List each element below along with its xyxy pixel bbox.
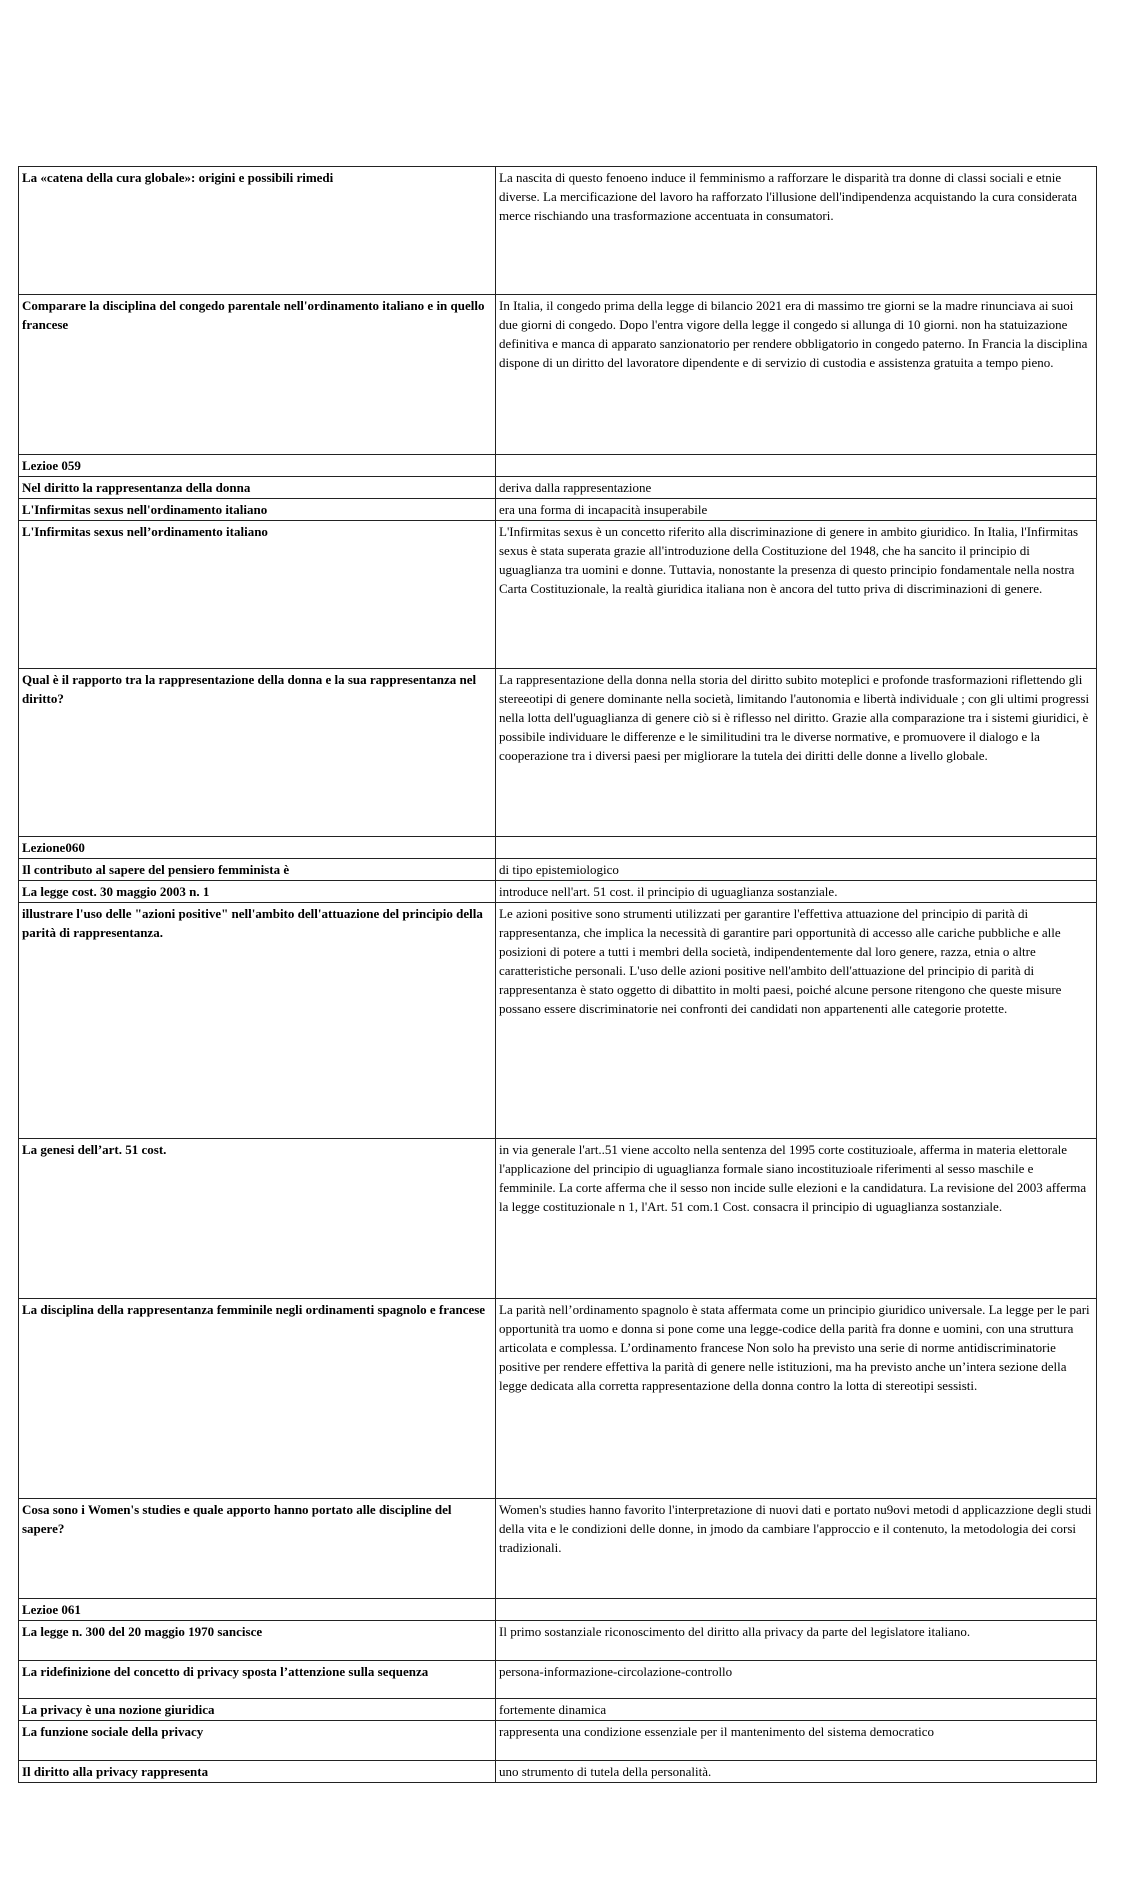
answer-cell: deriva dalla rappresentazione xyxy=(496,477,1097,499)
table-row xyxy=(19,837,1097,859)
table-row xyxy=(19,1761,1097,1783)
question-cell: La disciplina della rappresentanza femminile negli ordinamenti spagnolo e francese xyxy=(19,1299,496,1499)
answer-cell: fortemente dinamica xyxy=(496,1699,1097,1721)
question-cell: illustrare l'uso delle "azioni positive" nell'ambito dell'attuazione del principio della parità di rappresentanza. xyxy=(19,903,496,1139)
question-cell: L'Infirmitas sexus nell’ordinamento italiano xyxy=(19,521,496,669)
question-cell: Lezioe 061 xyxy=(19,1599,496,1621)
answer-cell: La nascita di questo fenoeno induce il femminismo a rafforzare le disparità tra donne di classi sociali e etnie diverse. La mercificazione del lavoro ha rafforzato l'illusione dell'indipendenza acquistando la cura considerata merce rischiando una trasformazione accentuata in consumatori. xyxy=(496,167,1097,295)
question-cell: Il contributo al sapere del pensiero femminista è xyxy=(19,859,496,881)
answer-cell: Women's studies hanno favorito l'interpretazione di nuovi dati e portato nu9ovi metodi d applicazzione degli studi della vita e le condizioni delle donne, in jmodo da cambiare l'approccio e il contenuto, la metodologia dei corsi tradizionali. xyxy=(496,1499,1097,1599)
question-cell: La ridefinizione del concetto di privacy sposta l’attenzione sulla sequenza xyxy=(19,1661,496,1699)
table-row xyxy=(19,1599,1097,1621)
question-cell: La privacy è una nozione giuridica xyxy=(19,1699,496,1721)
answer-cell: In Italia, il congedo prima della legge di bilancio 2021 era di massimo tre giorni se la madre rinunciava ai suoi due giorni di congedo. Dopo l'entra vigore della legge il congedo si allunga di 10 giorni. non ha statuizazione definitiva e manca di apparato sanzionatorio per rendere obbligatorio in congedo paterno. In Francia la disciplina dispone di un diritto del lavoratore dipendente e di servizio di custodia e assistenza gratuita a tempo pieno. xyxy=(496,295,1097,455)
table-row xyxy=(19,903,1097,1139)
table-row xyxy=(19,521,1097,669)
answer-cell: Le azioni positive sono strumenti utilizzati per garantire l'effettiva attuazione del principio di parità di rappresentanza, che implica la necessità di garantire pari opportunità di accesso alle cariche pubbliche e alle posizioni di potere a tutti i membri della società, indipendentemente dal loro genere, razza, etnia o altre caratteristiche personali. L'uso delle azioni positive nell'ambito dell'attuazione del principio di parità di rappresentanza è stato oggetto di dibattito in molti paesi, poiché alcune persone ritengono che queste misure possano essere discriminatorie nei confronti dei candidati non appartenenti alle categorie protette. xyxy=(496,903,1097,1139)
table-row xyxy=(19,1661,1097,1699)
answer-cell: introduce nell'art. 51 cost. il principio di uguaglianza sostanziale. xyxy=(496,881,1097,903)
question-cell: Qual è il rapporto tra la rappresentazione della donna e la sua rappresentanza nel diritto? xyxy=(19,669,496,837)
question-cell: Comparare la disciplina del congedo parentale nell'ordinamento italiano e in quello francese xyxy=(19,295,496,455)
table-row xyxy=(19,167,1097,295)
answer-cell xyxy=(496,1599,1097,1621)
answer-cell: rappresenta una condizione essenziale per il mantenimento del sistema democratico xyxy=(496,1721,1097,1761)
answer-cell: L'Infirmitas sexus è un concetto riferito alla discriminazione di genere in ambito giuridico. In Italia, l'Infirmitas sexus è stata superata grazie all'introduzione della Costituzione del 1948, che ha sancito il principio di uguaglianza tra uomini e donne. Tuttavia, nonostante la presenza di questo principio fondamentale nella nostra Carta Costituzionale, la realtà giuridica italiana non è ancora del tutto priva di discriminazioni di genere. xyxy=(496,521,1097,669)
question-cell: La legge n. 300 del 20 maggio 1970 sancisce xyxy=(19,1621,496,1661)
qa-table xyxy=(18,166,1097,1783)
table-row xyxy=(19,1621,1097,1661)
question-cell: Nel diritto la rappresentanza della donna xyxy=(19,477,496,499)
question-cell: La legge cost. 30 maggio 2003 n. 1 xyxy=(19,881,496,903)
question-cell: Lezioe 059 xyxy=(19,455,496,477)
answer-cell: in via generale l'art..51 viene accolto nella sentenza del 1995 corte costituzioale, afferma in materia elettorale l'applicazione del principio di uguaglianza formale siano incostituzioale riferimenti al sesso maschile e femminile. La corte afferma che il sesso non incide sulle elezioni e la candidatura. La revisione del 2003 afferma la legge costituzionale n 1, l'Art. 51 com.1 Cost. consacra il principio di uguaglianza sostanziale. xyxy=(496,1139,1097,1299)
table-row xyxy=(19,859,1097,881)
answer-cell: era una forma di incapacità insuperabile xyxy=(496,499,1097,521)
answer-cell: di tipo epistemiologico xyxy=(496,859,1097,881)
question-cell: Lezione060 xyxy=(19,837,496,859)
answer-cell xyxy=(496,455,1097,477)
question-cell: Cosa sono i Women's studies e quale apporto hanno portato alle discipline del sapere? xyxy=(19,1499,496,1599)
answer-cell: La rappresentazione della donna nella storia del diritto subito moteplici e profonde trasformazioni riflettendo gli stereeotipi di genere dominante nella società, limitando l'autonomia e libertà individuale ; con gli ultimi progressi nella lotta dell'uguaglianza di genere ciò si è riflesso nel diritto. Grazie alla comparazione tra i sistemi giuridici, è possibile individuare le differenze e le similitudini tra le diverse normative, e promuovere il dialogo e la cooperazione tra i diversi paesi per migliorare la tutela dei diritti delle donne a livello globale. xyxy=(496,669,1097,837)
table-row xyxy=(19,1299,1097,1499)
table-row xyxy=(19,1721,1097,1761)
answer-cell: Il primo sostanziale riconoscimento del diritto alla privacy da parte del legislatore italiano. xyxy=(496,1621,1097,1661)
question-cell: La funzione sociale della privacy xyxy=(19,1721,496,1761)
table-row xyxy=(19,1499,1097,1599)
question-cell: La genesi dell’art. 51 cost. xyxy=(19,1139,496,1299)
question-cell: La «catena della cura globale»: origini e possibili rimedi xyxy=(19,167,496,295)
table-row xyxy=(19,477,1097,499)
answer-cell: persona-informazione-circolazione-controllo xyxy=(496,1661,1097,1699)
table-row xyxy=(19,1139,1097,1299)
answer-cell xyxy=(496,837,1097,859)
question-cell: L'Infirmitas sexus nell'ordinamento italiano xyxy=(19,499,496,521)
table-row xyxy=(19,295,1097,455)
question-cell: Il diritto alla privacy rappresenta xyxy=(19,1761,496,1783)
table-row xyxy=(19,669,1097,837)
table-row xyxy=(19,499,1097,521)
table-row xyxy=(19,1699,1097,1721)
table-row xyxy=(19,455,1097,477)
table-row xyxy=(19,881,1097,903)
answer-cell: La parità nell’ordinamento spagnolo è stata affermata come un principio giuridico universale. La legge per le pari opportunità tra uomo e donna si pone come una legge-codice della parità fra donne e uomini, con una struttura articolata e complessa. L’ordinamento francese Non solo ha previsto una serie di norme antidiscriminatorie positive per rendere effettiva la parità di genere nelle istituzioni, ma ha previsto anche un’intera sezione della legge dedicata alla corretta rappresentazione della donna contro la lotta di stereotipi sessisti. xyxy=(496,1299,1097,1499)
answer-cell: uno strumento di tutela della personalità. xyxy=(496,1761,1097,1783)
